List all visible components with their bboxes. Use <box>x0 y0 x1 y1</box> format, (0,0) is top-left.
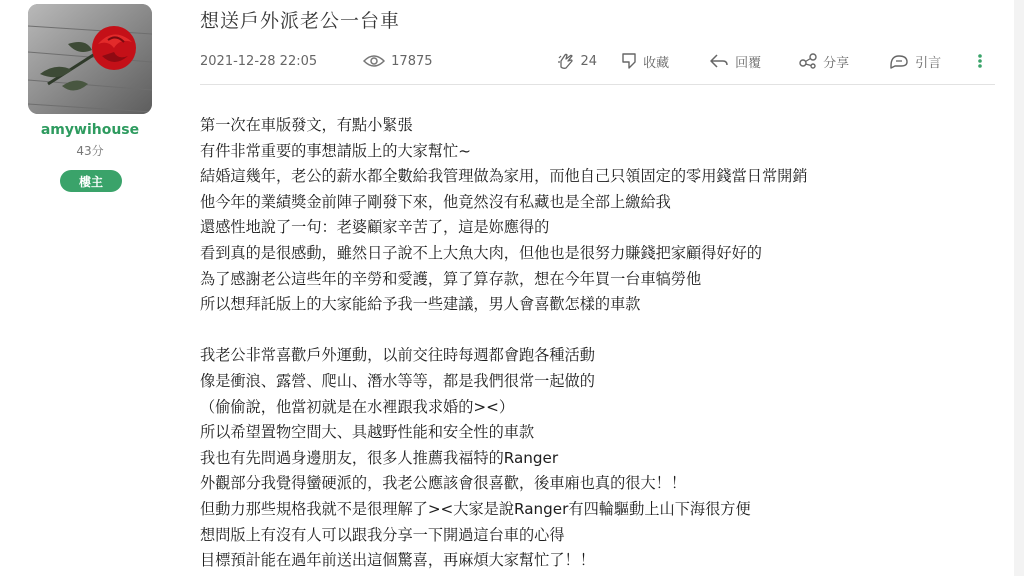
body-line: 他今年的業績獎金前陣子剛發下來，他竟然沒有私藏也是全部上繳給我 <box>200 192 671 211</box>
body-line: 所以想拜託版上的大家能給予我一些建議，男人會喜歡怎樣的車款 <box>200 295 641 314</box>
body-line: 我老公非常喜歡戶外運動，以前交往時每週都會跑各種活動 <box>200 346 595 365</box>
view-count-value: 17875 <box>391 53 433 69</box>
more-options-button[interactable] <box>977 53 983 69</box>
post-meta-bar <box>200 48 1000 74</box>
author-username[interactable]: amywihouse <box>40 122 140 138</box>
quote-label: 引言 <box>915 55 942 71</box>
body-line: 看到真的是很感動，雖然日子說不上大魚大肉，但他也是很努力賺錢把家顧得好好的 <box>200 243 762 262</box>
body-line: 但動力那些規格我就不是很理解了><大家是說Ranger有四輪驅動上山下海很方便 <box>200 499 751 518</box>
quote-button[interactable] <box>889 52 941 71</box>
bookmark-icon <box>621 52 637 70</box>
body-line: 有件非常重要的事想請版上的大家幫忙~ <box>200 141 471 160</box>
post-date: 2021-12-28 22:05 <box>200 53 318 69</box>
clap-icon <box>557 52 575 70</box>
reply-label: 回覆 <box>735 55 762 71</box>
share-icon <box>799 53 817 69</box>
body-line: 為了感謝老公這些年的辛勞和愛護，算了算存款，想在今年買一台車犒勞他 <box>200 269 702 288</box>
body-line: 所以希望置物空間大、具越野性能和安全性的車款 <box>200 423 535 442</box>
avatar[interactable] <box>28 4 152 114</box>
like-count: 24 <box>580 53 598 69</box>
reply-arrow-icon <box>709 53 729 69</box>
rose-avatar-image <box>28 4 152 114</box>
body-line: 結婚這幾年，老公的薪水都全數給我管理做為家用，而他自己只領固定的零用錢當日常開銷 <box>200 167 808 186</box>
view-count <box>363 54 432 69</box>
reply-button[interactable] <box>709 52 761 71</box>
quote-icon <box>889 53 909 69</box>
favorite-button[interactable] <box>621 52 669 71</box>
body-line: 外觀部分我覺得蠻硬派的，我老公應該會很喜歡，後車廂也真的很大！！ <box>200 474 686 493</box>
post-body <box>200 113 1000 574</box>
body-line: （偷偷說，他當初就是在水裡跟我求婚的><） <box>200 397 515 416</box>
more-vertical-icon <box>977 53 983 69</box>
paragraph-gap <box>200 318 1000 344</box>
author-panel <box>0 0 180 576</box>
share-button[interactable] <box>799 52 849 71</box>
body-line: 還感性地說了一句：老婆顧家辛苦了，這是妳應得的 <box>200 218 550 237</box>
like-button[interactable] <box>557 52 598 70</box>
header-divider <box>200 84 995 85</box>
page-scrollbar[interactable] <box>1014 0 1024 576</box>
author-points: 43分 <box>76 144 104 158</box>
share-label: 分享 <box>823 55 850 71</box>
body-line: 目標預計能在過年前送出這個驚喜，再麻煩大家幫忙了！！ <box>200 551 595 570</box>
body-line: 第一次在車版發文，有點小緊張 <box>200 116 413 134</box>
original-poster-badge: 樓主 <box>60 170 122 192</box>
eye-icon <box>363 54 385 68</box>
favorite-label: 收藏 <box>643 55 670 71</box>
post-title: 想送戶外派老公一台車 <box>200 10 401 32</box>
body-line: 像是衝浪、露營、爬山、潛水等等，都是我們很常一起做的 <box>200 371 595 390</box>
body-line: 我也有先問過身邊朋友，很多人推薦我福特的Ranger <box>200 448 559 467</box>
body-line: 想問版上有沒有人可以跟我分享一下開過這台車的心得 <box>200 525 565 544</box>
